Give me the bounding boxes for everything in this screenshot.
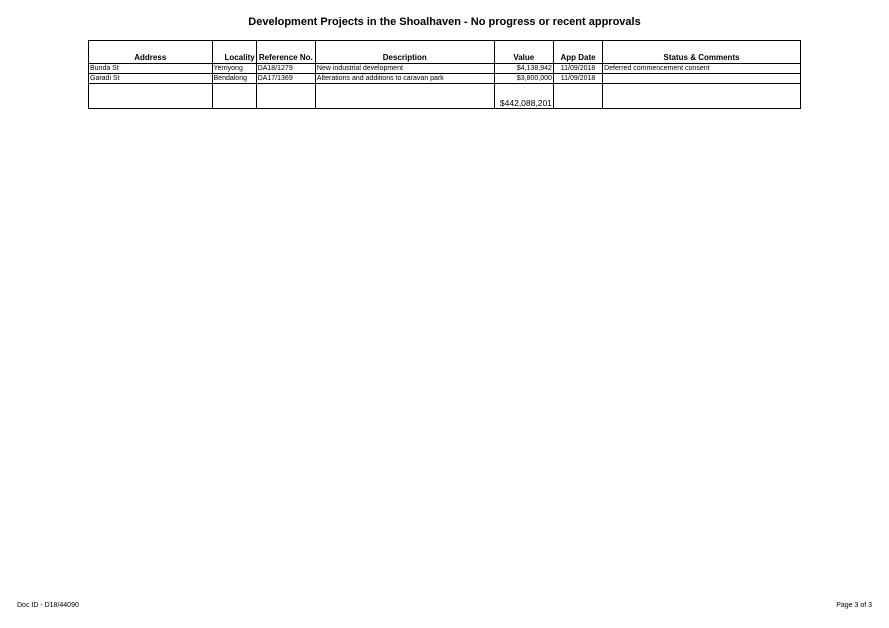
page-title: Development Projects in the Shoalhaven - No progress or recent approvals [248,16,641,28]
header-address: Address [89,41,213,64]
projects-table [88,40,801,109]
page-number: Page 3 of 3 [836,602,872,609]
cell-description: Alterations and additions to caravan park [315,74,494,84]
table-total-row [89,84,801,109]
cell-reference: DA18/1279 [256,64,315,74]
total-empty-cell [603,84,801,109]
header-value: Value [494,41,553,64]
cell-address: Garadi St [89,74,213,84]
header-app-date: App Date [553,41,602,64]
cell-app-date: 11/09/2018 [553,64,602,74]
cell-value: $3,800,000 [494,74,553,84]
table-header-row [89,41,801,64]
cell-reference: DA17/1369 [256,74,315,84]
total-empty-cell [89,84,213,109]
total-empty-cell [315,84,494,109]
table-row [89,74,801,84]
cell-locality: Yerriyong [212,64,256,74]
total-empty-cell [212,84,256,109]
cell-app-date: 11/09/2018 [553,74,602,84]
header-locality: Locality [212,41,256,64]
total-empty-cell [256,84,315,109]
header-description: Description [315,41,494,64]
cell-locality: Bendalong [212,74,256,84]
cell-description: New industrial development [315,64,494,74]
cell-status [603,74,801,84]
doc-id: Doc ID - D18/44090 [17,602,79,609]
header-reference: Reference No. [256,41,315,64]
cell-value: $4,138,942 [494,64,553,74]
header-status: Status & Comments [603,41,801,64]
cell-status: Deferred commencement consent [603,64,801,74]
total-empty-cell [553,84,602,109]
cell-address: Bunda St [89,64,213,74]
table-row [89,64,801,74]
total-value: $442,088,201 [494,84,553,109]
